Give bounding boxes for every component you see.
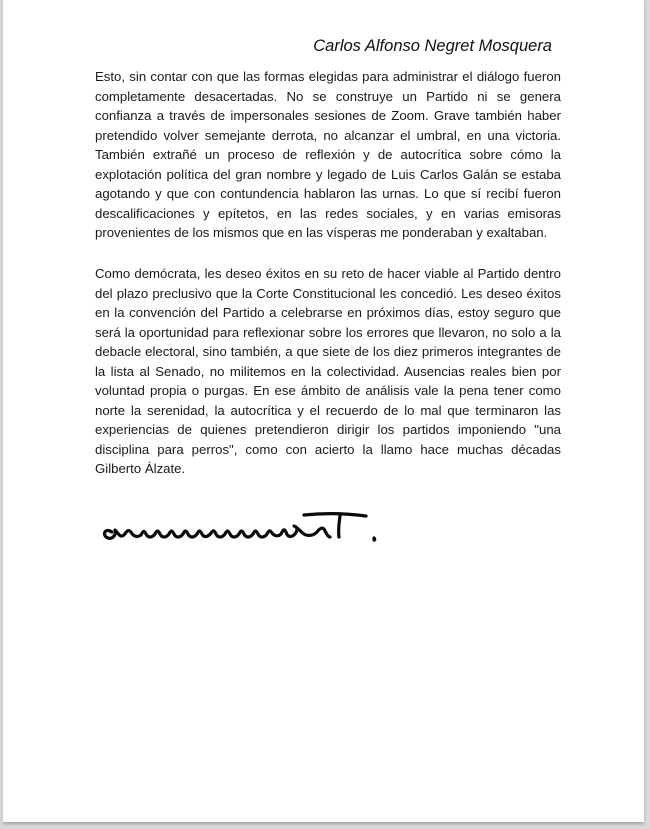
paragraph-2: Como demócrata, les deseo éxitos en su reto de hacer viable al Partido dentro del plazo preclusivo que la Corte Constitucional les concedió. Les deseo éxitos en la convención del Partido a celebrarse en próximos días, estoy seguro que será la oportunidad para reflexionar sobre los errores que llevaron, no solo a la debacle electoral, sino también, a que siete de los diez primeros integrantes de la lista al Senado, no militemos en la colectividad. Ausencias reales bien por voluntad propia o purgas. En ese ámbito de análisis vale la pena tener como norte la serenidad, la autocrítica y el recuerdo de lo mal que terminaron las experiencias de quienes pretendieron dirigir los partidos imponiendo "una disciplina para perros", como con acierto la llamo hace muchas décadas Gilberto Álzate.	[95, 266, 561, 476]
author-name-header: Carlos Alfonso Negret Mosquera	[313, 37, 552, 55]
signature-stroke	[374, 538, 375, 540]
signature-stroke	[304, 514, 366, 516]
handwritten-signature	[98, 505, 388, 555]
paragraph-1: Esto, sin contar con que las formas elegidas para administrar el diálogo fueron completamente desacertadas. No se construye un Partido ni se genera confianza a través de impersonales sesiones de Zoom. Grave también haber pretendido volver semejante derrota, no alcanzar el umbral, en una victoria. También extrañé un proceso de reflexión y de autocrítica sobre cómo la explotación política del gran nombre y legado de Luis Carlos Galán se estaba agotando y que con contundencia hablaron las urnas. Lo que sí recibí fueron descalificaciones y epítetos, en las redes sociales, y en varias emisoras provenientes de los mismos que en las vísperas me ponderaban y exaltaban.	[95, 69, 561, 240]
signature-stroke	[339, 516, 340, 537]
signature-stroke	[105, 526, 330, 538]
document-page	[3, 0, 644, 822]
